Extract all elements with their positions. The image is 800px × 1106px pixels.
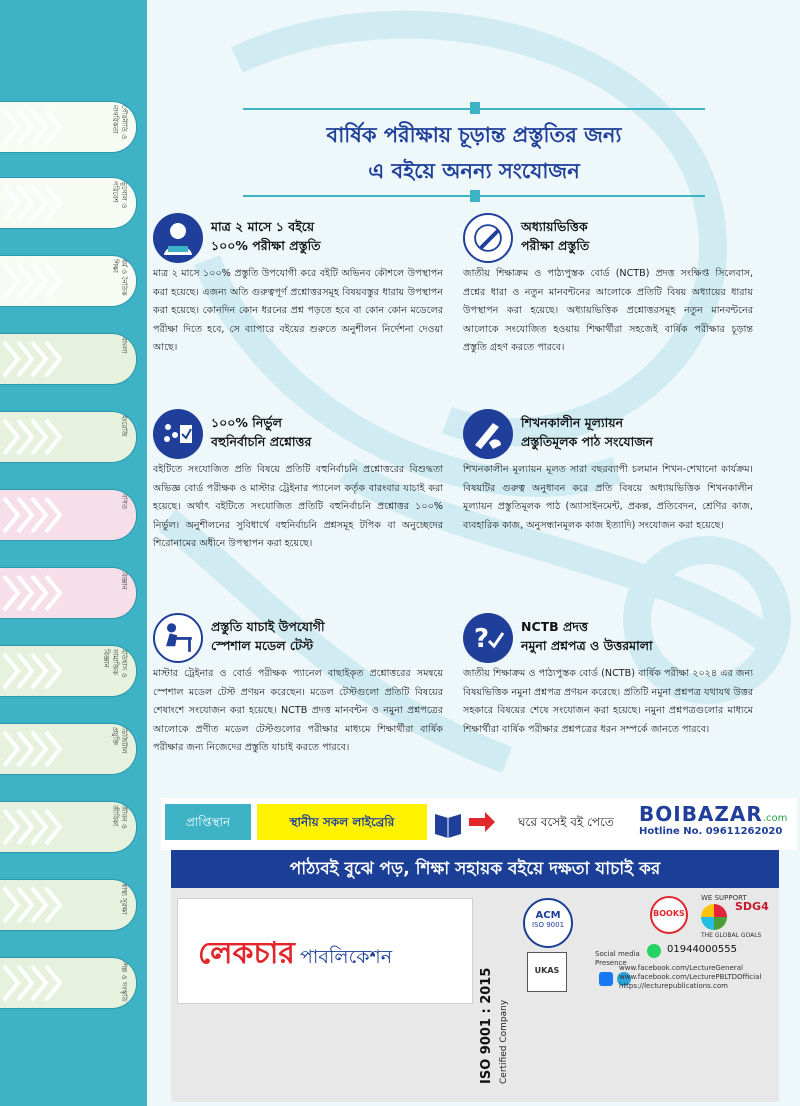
arrow-right-icon	[467, 804, 497, 840]
feature-title: NCTB প্রদত্ত নমুনা প্রশ্নপত্র ও উত্তরমালা	[521, 619, 653, 653]
chevron-right-icon	[0, 646, 80, 696]
question-check-icon	[463, 613, 513, 663]
subject-tab-label: জীবন ও জীবিকা	[111, 805, 128, 829]
subject-tab[interactable]	[0, 879, 137, 931]
subject-tab[interactable]	[0, 801, 137, 853]
certified-text: Certified Company	[499, 999, 509, 1084]
global-goals-label: THE GLOBAL GOALS	[701, 932, 762, 939]
publisher-logo-main: লেকচার	[198, 936, 295, 971]
boibazar-logo	[639, 802, 789, 846]
availability-bar	[161, 798, 797, 850]
subject-tab-label: শিল্প ও সংস্কৃতি	[120, 961, 128, 1002]
subject-tab-label: স্বাস্থ্য সুরক্ষা	[120, 883, 128, 915]
feature-body: শিখনকালীন মূল্যায়ন মূলত সারা বছরব্যাপী চলমান শিখন-শেখানো কার্যক্রম। বিষয়টির গুরুত্ব অনুধাবন করে প্রতি বিষয়ে অধ্যায়ভিত্তিক শিখনকালীন মূল্যায়ন প্রস্তুতিমূলক পাঠ (অ্যাসাইনমেন্ট, প্রকল্প, প্রতিবেদন, শ্রেণির কাজ, ব্যবহারিক কাজ, অনুসন্ধানমূলক কাজ ইত্যাদি) সংযোজন করা হয়েছে।	[463, 464, 753, 531]
side-subject-strip	[0, 0, 147, 1106]
footer-link[interactable]: www.facebook.com/LecturePBLTDOfficial	[619, 973, 762, 981]
facebook-icon	[599, 972, 613, 986]
chevron-right-icon	[0, 568, 80, 618]
hotline-number: Hotline No. 09611262020	[639, 826, 783, 837]
feature-body: জাতীয় শিক্ষাক্রম ও পাঠ্যপুস্তক বোর্ড (NCTB) বার্ষিক পরীক্ষা ২০২৪ এর জন্য বিষয়ভিত্তিক নমুনা প্রশ্নপত্র প্রণয়ন করেছে। প্রতিটি নমুনা প্রশ্নপত্র যথাযথ উত্তর সহকারে বিষয়ের শেষে সংযোজন করা হয়েছে। নমুনা প্রশ্নপত্রগুলোর মাধ্যমে শিক্ষার্থীরা বার্ষিক পরীক্ষার প্রশ্নপত্রের ধরন সম্পর্কে জানতে পারবে।	[463, 668, 753, 735]
subject-tab-label: বাংলা	[120, 337, 128, 354]
headline	[243, 117, 705, 189]
chevron-right-icon	[0, 412, 80, 462]
subject-tab[interactable]	[0, 957, 137, 1009]
feature-body: মাত্র ২ মাসে ১০০% প্রস্তুতি উপযোগী করে বইটি অভিনব কৌশলে উপস্থাপন করা হয়েছে। এজন্য অতি গুরুত্বপূর্ণ প্রশ্নোত্তরসমূহ বিষয়বস্তুর ধারায় উপস্থাপন করা হয়েছে। কোনদিন কোন ধরনের প্রশ্ন পড়তে হবে বা কোন কোন মডেলের পরীক্ষা দিতে হবে, সে ব্যাপারে বইয়ের শুরুতে অনুশীলন নির্দেশনা দেওয়া আছে।	[153, 268, 443, 353]
feature-title: ১০০% নির্ভুল বহুনির্বাচনি প্রশ্নোত্তর	[211, 415, 312, 449]
chevron-right-icon	[0, 178, 80, 228]
feature-continuous-assessment	[463, 409, 753, 584]
subject-tab[interactable]	[0, 567, 137, 619]
subject-tab[interactable]	[0, 489, 137, 541]
publisher-logo-box	[177, 898, 473, 1004]
subject-tab[interactable]	[0, 723, 137, 775]
phone-number: 01944000555	[667, 944, 737, 955]
feature-body: বইটিতে সংযোজিত প্রতি বিষয়ে প্রতিটি বহুনির্বাচনি প্রশ্নোত্তরের বিশুদ্ধতা অভিজ্ঞ বোর্ড পরীক্ষক ও মাস্টার ট্রেইনার প্যানেল কর্তৃক বারংবার যাচাই করা হয়েছে। অর্থাৎ বইটিতে সংযোজিত প্রতিটি বহুনির্বাচনি প্রশ্নোত্তর ১০০% নির্ভুল। অনুশীলনের সুবিধার্থে বহুনির্বাচনি প্রশ্নসমূহ টপিক বা অনুচ্ছেদের শিরোনামের অধীনে উপস্থাপন করা হয়েছে।	[153, 464, 443, 549]
feature-sample-question	[463, 613, 753, 793]
footer-panel	[171, 888, 779, 1102]
iso-vertical	[477, 896, 517, 1092]
books-badge	[641, 896, 697, 938]
chevron-right-icon	[0, 802, 80, 852]
student-icon	[153, 213, 203, 263]
desk-icon	[153, 613, 203, 663]
chevron-right-icon	[0, 102, 80, 152]
iso-badge-label: ISO 9001	[531, 921, 565, 929]
subject-tab-label: গণিত	[120, 493, 128, 510]
feature-two-month-prep	[153, 213, 443, 383]
headline-rule-knob	[470, 190, 480, 202]
home-delivery-label: ঘরে বসেই বই পেতে	[518, 815, 614, 829]
boibazar-brand: BOIBAZAR	[639, 802, 763, 826]
subject-tab-label: ইতিহাস ও সামাজিক বিজ্ঞান	[102, 649, 128, 678]
ukas-label: UKAS	[534, 966, 560, 975]
sdg-badge	[701, 894, 779, 940]
subject-tab-label: বিজ্ঞান	[120, 571, 128, 590]
feature-body: মাস্টার ট্রেইনার ও বোর্ড পরীক্ষক প্যানেল বাছাইকৃত প্রশ্নোত্তরের সমন্বয়ে স্পেশাল মডেল টেস্ট প্রণয়ন করেছেন। মডেল টেস্টগুলো প্রতিটি বিষয়ের শেষাংশে সংযোজন করা হয়েছে। NCTB প্রদত্ত মানবন্টন ও নমুনা প্রশ্নপত্রের আলোকে প্রণীত মডেল টেস্টগুলোর পরীক্ষার মাধ্যমে শিক্ষার্থীরা বার্ষিক পরীক্ষার জন্য নিজেদের প্রস্তুতি যাচাই করতে পারবে।	[153, 668, 443, 753]
subject-tab-label: ডিজিটাল প্রযুক্তি	[111, 727, 128, 754]
chevron-right-icon	[0, 334, 80, 384]
subject-tab[interactable]	[0, 411, 137, 463]
availability-label: প্রাপ্তিস্থান	[165, 804, 251, 840]
subject-tab[interactable]	[0, 645, 137, 697]
feature-title: অধ্যায়ভিত্তিক পরীক্ষা প্রস্তুতি	[521, 219, 590, 253]
svg-text:?: ?	[474, 624, 490, 654]
sdg-label: SDG4	[735, 900, 769, 913]
feature-model-test	[153, 613, 443, 793]
headline-line-2: এ বইয়ে অনন্য সংযোজন	[368, 159, 580, 183]
main-panel	[147, 0, 800, 1106]
chevron-right-icon	[0, 880, 80, 930]
writing-hand-icon	[463, 409, 513, 459]
feature-chapter-prep	[463, 213, 753, 383]
footer-links	[619, 964, 761, 991]
feature-accurate-mcq	[153, 409, 443, 584]
feature-title: প্রস্তুতি যাচাই উপযোগী স্পেশাল মডেল টেস্ট	[211, 619, 325, 653]
subject-tab-label: ধর্ম ও নৈতিক শিক্ষা	[111, 259, 128, 296]
publisher-logo-sub: পাবলিকেশন	[300, 946, 393, 968]
feature-body: জাতীয় শিক্ষাক্রম ও পাঠ্যপুস্তক বোর্ড (NCTB) প্রদত্ত সংক্ষিপ্ত সিলেবাস, প্রশ্নের ধারা ও নতুন মানবন্টনের আলোকে প্রতিটি বিষয় অধ্যায়ের ধারায় উপস্থাপন করা হয়েছে। অধ্যায়ভিত্তিক প্রশ্নোত্তরসমূহ নতুন মানবন্টনের আলোকে সংযোজিত হওয়ায় শিক্ষার্থীরা সহজেই বার্ষিক পরীক্ষার চূড়ান্ত প্রস্তুতি গ্রহণ করতে পারবে।	[463, 268, 753, 353]
footer-link[interactable]: https://lecturepublications.com	[619, 982, 728, 990]
feature-title: মাত্র ২ মাসে ১ বইয়ে ১০০% পরীক্ষা প্রস্তুতি	[211, 219, 321, 253]
iso-text: ISO 9001 : 2015	[479, 967, 494, 1084]
headline-rule-knob	[470, 102, 480, 114]
footer-link[interactable]: www.facebook.com/LectureGeneral	[619, 964, 743, 972]
subject-tab-label: ইংরেজি	[120, 415, 128, 437]
boibazar-suffix: .com	[762, 813, 788, 824]
subject-tab-label: ভূগোল ও পরিবেশ	[111, 181, 128, 209]
acm-label: ACM	[535, 910, 561, 921]
books-badge-label: BOOKS	[653, 909, 685, 918]
chevron-right-icon	[0, 490, 80, 540]
whatsapp-icon	[647, 944, 661, 958]
chevron-right-icon	[0, 256, 80, 306]
global-goals-icon	[701, 904, 727, 930]
chevron-right-icon	[0, 958, 80, 1008]
ukas-badge	[527, 952, 567, 992]
feature-title: শিখনকালীন মূল্যায়ন প্রস্তুতিমূলক পাঠ সংযোজন	[521, 415, 653, 449]
social-media-label: Social media Presence	[595, 950, 640, 967]
mcq-icon	[153, 409, 203, 459]
slogan-banner: পাঠ্যবই বুঝে পড়, শিক্ষা সহায়ক বইয়ে দক্ষতা যাচাই কর	[171, 850, 779, 888]
subject-tab[interactable]	[0, 333, 137, 385]
headline-line-1: বার্ষিক পরীক্ষায় চূড়ান্ত প্রস্তুতির জন্য	[326, 123, 622, 147]
book-icon	[431, 804, 465, 840]
subject-tab-label: পৌরনীতি ও নাগরিকতা	[111, 105, 128, 140]
acm-iso-badge	[523, 898, 573, 948]
chevron-right-icon	[0, 724, 80, 774]
libraries-label: স্থানীয় সকল লাইব্রেরি	[257, 804, 427, 840]
subject-tab[interactable]	[0, 255, 137, 307]
we-support-label: WE SUPPORT	[701, 894, 747, 902]
subject-tab[interactable]	[0, 177, 137, 229]
pencil-icon	[463, 213, 513, 263]
subject-tab[interactable]	[0, 101, 137, 153]
